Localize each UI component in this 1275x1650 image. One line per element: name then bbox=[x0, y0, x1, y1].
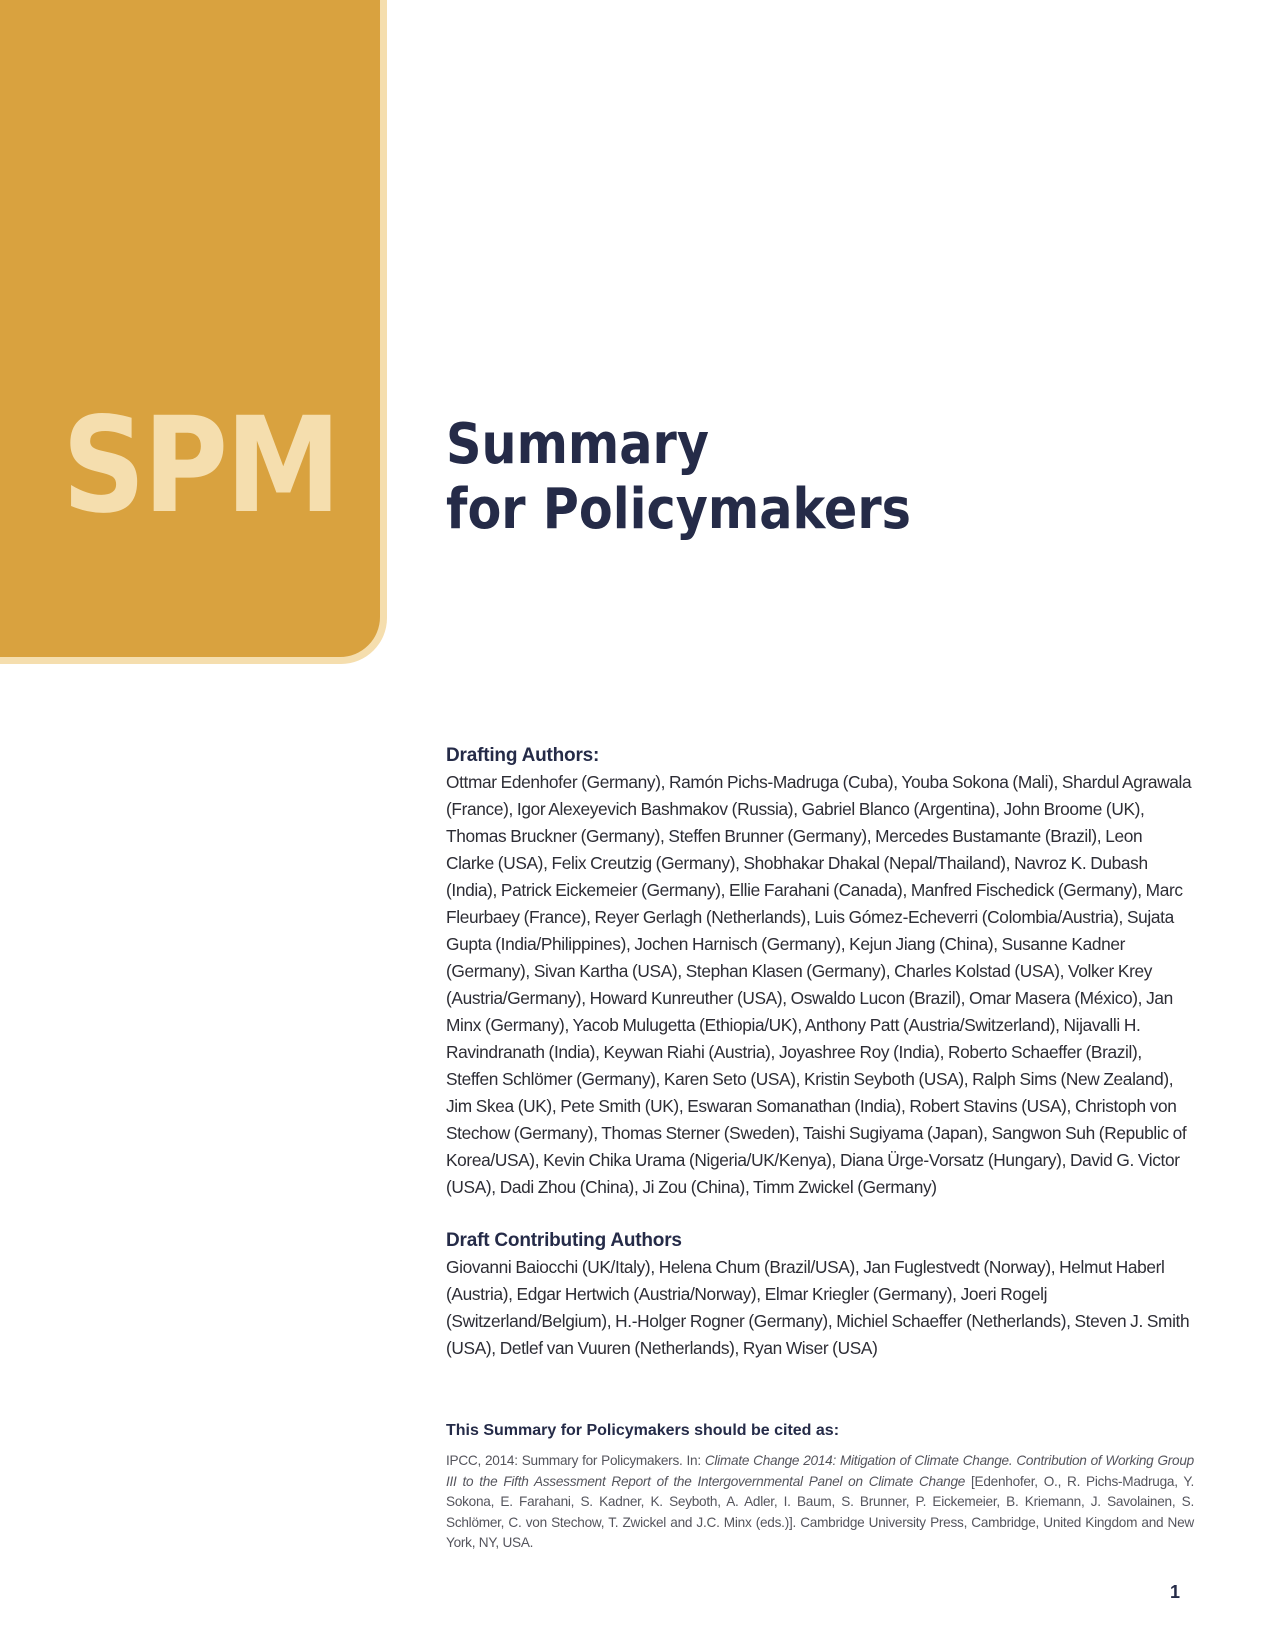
page-title-line-1: Summary bbox=[446, 412, 709, 477]
citation-block bbox=[446, 1421, 1194, 1554]
citation-suffix: [Edenhofer, O., R. Pichs-Madruga, Y. Sokona, E. Farahani, S. Kadner, K. Seyboth, A. Adler, I. Baum, S. Brunner, P. Eickemeier, B. Kriemann, J. Savolainen, S. Schlömer, C. von Stechow, T. Zwickel and J.C. Minx (eds.)]. Cambridge University Press, Cambridge, United Kingdom and New York, NY, USA. bbox=[446, 1473, 1194, 1550]
page-number: 1 bbox=[1169, 1582, 1180, 1602]
contributing-authors-list: Giovanni Baiocchi (UK/Italy), Helena Chum (Brazil/USA), Jan Fuglestvedt (Norway), Helmut Haberl (Austria), Edgar Hertwich (Austria/Norway), Elmar Kriegler (Germany), Joeri Rogelj (Switzerland/Belgium), H.-Holger Rogner (Germany), Michiel Schaeffer (Netherlands), Steven J. Smith (USA), Detlef van Vuuren (Netherlands), Ryan Wiser (USA) bbox=[446, 1257, 1190, 1358]
corner-decor-block bbox=[0, 0, 387, 664]
drafting-authors-list: Ottmar Edenhofer (Germany), Ramón Pichs-Madruga (Cuba), Youba Sokona (Mali), Shardul Agrawala (France), Igor Alexeyevich Bashmakov (Russia), Gabriel Blanco (Argentina), John Broome (UK), Thomas Bruckner (Germany), Steffen Brunner (Germany), Mercedes Bustamante (Brazil), Leon Clarke (USA), Felix Creutzig (Germany), Shobhakar Dhakal (Nepal/Thailand), Navroz K. Dubash (India), Patrick Eickemeier (Germany), Ellie Farahani (Canada), Manfred Fischedick (Germany), Marc Fleurbaey (France), Reyer Gerlagh (Netherlands), Luis Gómez-Echeverri (Colombia/Austria), Sujata Gupta (India/Philippines), Jochen Harnisch (Germany), Kejun Jiang (China), Susanne Kadner (Germany), Sivan Kartha (USA), Stephan Klasen (Germany), Charles Kolstad (USA), Volker Krey (Austria/Germany), Howard Kunreuther (USA), Oswaldo Lucon (Brazil), Omar Masera (México), Jan Minx (Germany), Yacob Mulugetta (Ethiopia/UK), Anthony Patt (Austria/Switzerland), Nijavalli H. Ravindranath (India), Keywan Riahi (Austria), Joyashree Roy (India), Roberto Schaeffer (Brazil), Steffen Schlömer (Germany), Karen Seto (USA), Kristin Seyboth (USA), Ralph Sims (New Zealand), Jim Skea (UK), Pete Smith (UK), Eswaran Somanathan (India), Robert Stavins (USA), Christoph von Stechow (Germany), Thomas Sterner (Sweden), Taishi Sugiyama (Japan), Sangwon Suh (Republic of Korea/USA), Kevin Chika Urama (Nigeria/UK/Kenya), Diana Ürge-Vorsatz (Hungary), David G. Victor (USA), Dadi Zhou (China), Ji Zou (China), Timm Zwickel (Germany) bbox=[446, 772, 1192, 1197]
drafting-authors-section bbox=[446, 742, 1194, 1201]
citation-text bbox=[446, 1451, 1194, 1554]
citation-prefix: IPCC, 2014: Summary for Policymakers. In: bbox=[446, 1453, 705, 1468]
contributing-authors-section bbox=[446, 1227, 1194, 1362]
drafting-authors-heading: Drafting Authors: bbox=[446, 745, 600, 766]
authors-column bbox=[446, 742, 1194, 1362]
page-title bbox=[446, 412, 911, 542]
contributing-authors-heading: Draft Contributing Authors bbox=[446, 1230, 682, 1251]
corner-decor-inner bbox=[0, 0, 380, 657]
citation-heading: This Summary for Policymakers should be cited as: bbox=[446, 1422, 840, 1439]
section-code: SPM bbox=[62, 389, 339, 543]
citation-report-title: Climate Change 2014: Mitigation of Climate Change. Contribution of Working Group III to the Fifth Assessment Report of the Intergovernmental Panel on Climate Change bbox=[446, 1453, 1194, 1489]
page-title-line-2: for Policymakers bbox=[446, 477, 911, 542]
